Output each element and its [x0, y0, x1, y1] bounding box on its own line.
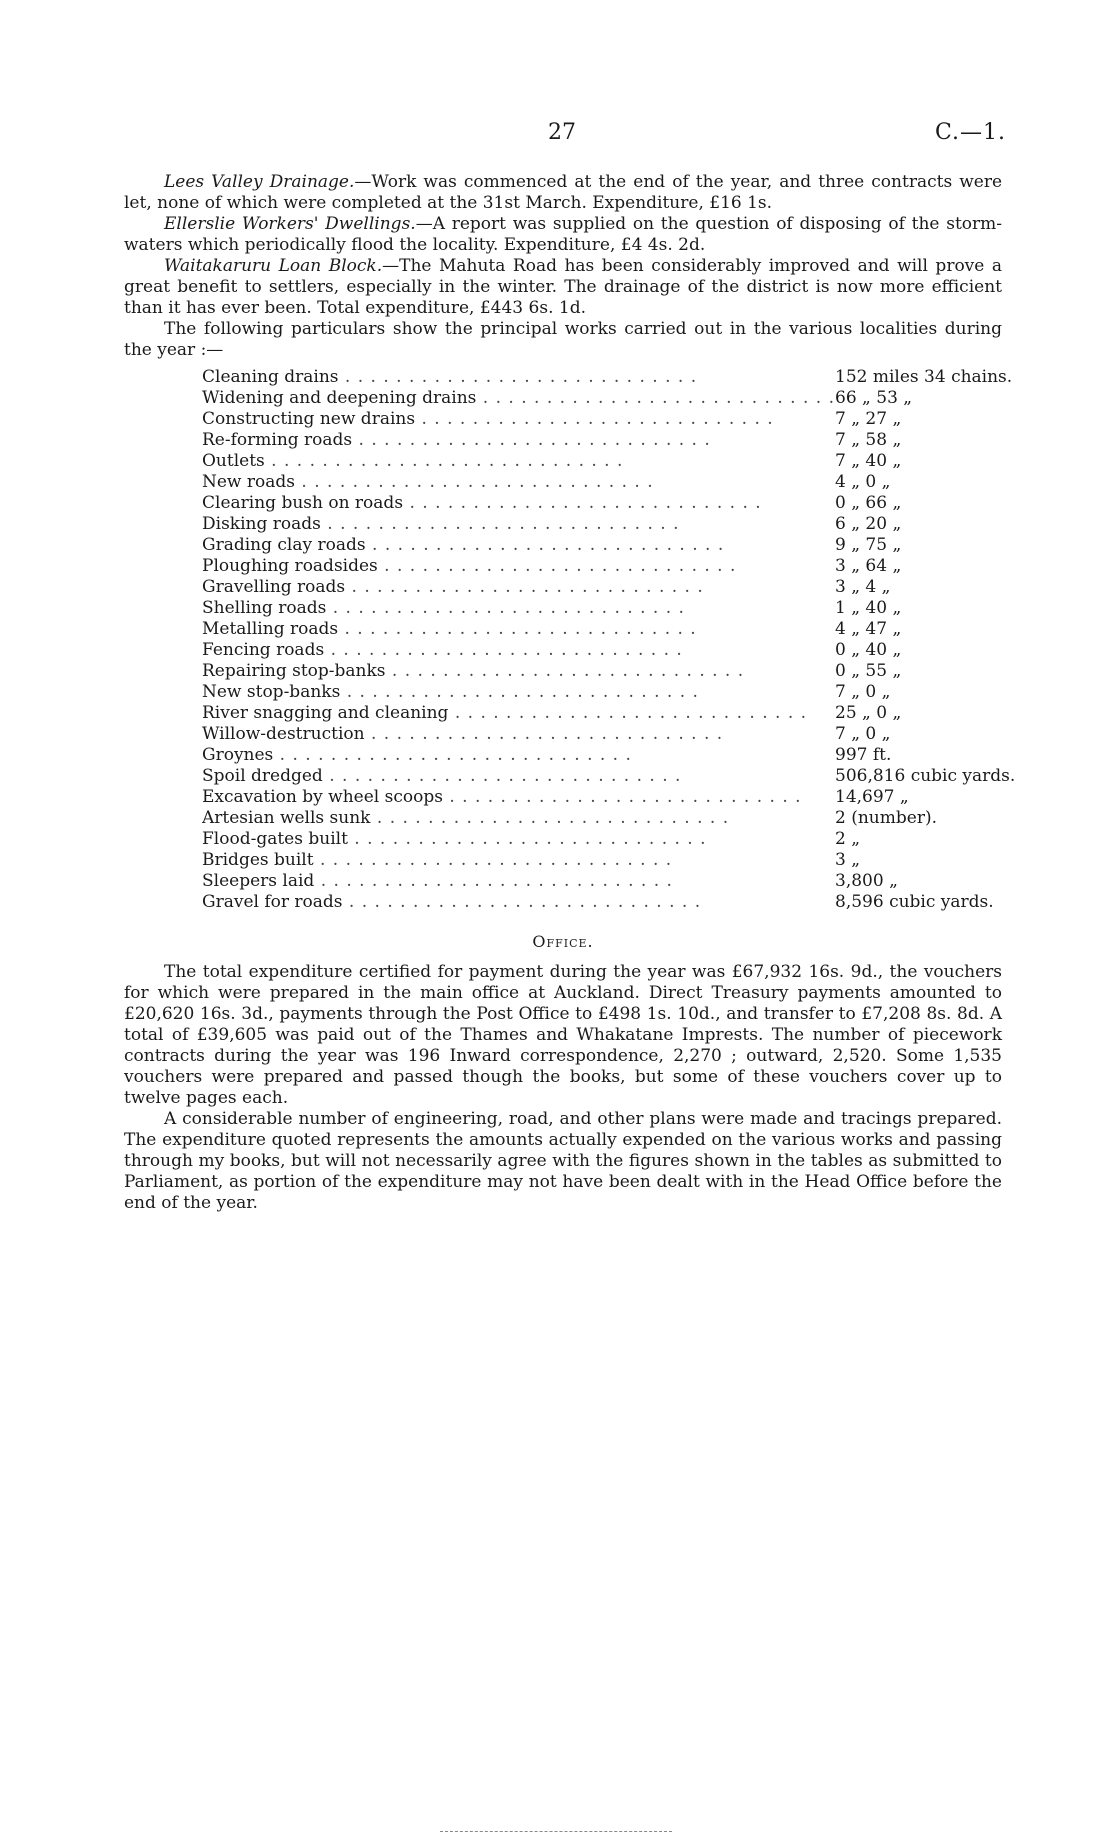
work-item-cell — [202, 514, 835, 535]
table-row — [202, 577, 1015, 598]
work-quantity: 3 „ 4 „ — [835, 577, 891, 597]
paragraph-title: Ellerslie Workers' Dwellings. — [164, 214, 416, 234]
work-item: Fencing roads — [202, 640, 325, 660]
leader-dots: . . . . . . . . . . . . . . . . . . . . . . . . . . . . — [448, 703, 808, 723]
table-row — [202, 451, 1015, 472]
table-row — [202, 850, 1015, 871]
table-row — [202, 766, 1015, 787]
work-item: Widening and deepening drains — [202, 388, 477, 408]
leader-dots: . . . . . . . . . . . . . . . . . . . . . . . . . . . . — [476, 388, 835, 408]
table-row — [202, 430, 1015, 451]
page-number: 27 — [548, 120, 576, 145]
work-item: Outlets — [202, 451, 265, 471]
paragraph-title: Waitakaruru Loan Block. — [164, 256, 383, 276]
work-item: River snagging and cleaning — [202, 703, 449, 723]
table-row — [202, 829, 1015, 850]
work-item-cell — [202, 472, 835, 493]
work-item: Grading clay roads — [202, 535, 366, 555]
leader-dots: . . . . . . . . . . . . . . . . . . . . . . . . . . . . — [403, 493, 762, 513]
leader-dots: . . . . . . . . . . . . . . . . . . . . . . . . . . . . — [314, 871, 673, 891]
leader-dots: . . . . . . . . . . . . . . . . . . . . . . . . . . . . — [338, 367, 698, 387]
leader-dots: . . . . . . . . . . . . . . . . . . . . . . . . . . . . — [295, 472, 654, 492]
leader-dots: . . . . . . . . . . . . . . . . . . . . . . . . . . . . — [370, 808, 730, 828]
table-row — [202, 745, 1015, 766]
work-quantity: 152 miles 34 chains. — [835, 367, 1013, 387]
work-item-cell — [202, 871, 835, 892]
work-item-cell — [202, 892, 835, 913]
work-quantity: 25 „ 0 „ — [835, 703, 902, 723]
table-row — [202, 514, 1015, 535]
work-item-cell — [202, 766, 835, 787]
leader-dots: . . . . . . . . . . . . . . . . . . . . . . . . . . . . — [338, 619, 697, 639]
work-item: Re-forming roads — [202, 430, 353, 450]
table-row — [202, 367, 1015, 388]
work-item-cell — [202, 577, 835, 598]
work-quantity: 3,800 „ — [835, 871, 898, 891]
work-item: Cleaning drains — [202, 367, 339, 387]
office-heading: Office. — [532, 932, 594, 951]
work-item-cell — [202, 682, 835, 703]
office-paragraph: A considerable number of engineering, road, and other plans were made and tracings prepared. The expenditure quoted represents the amounts actually expended on the various works and passing through my books, but will not necessarily agree with the figures shown in the tables as submitted to Parliament, as portion of the expenditure may not have been dealt with in the Head Office before the end of the year. — [124, 1109, 1002, 1213]
paragraph-text: —The Mahuta Road has been considerably improved and will prove a great benefit to settlers, especially in the winter. The drainage of the district is now more efficient than it has ever been. Total expenditure, £443 6s. 1d. — [124, 256, 1002, 318]
work-quantity: 0 „ 66 „ — [835, 493, 902, 513]
work-quantity: 66 „ 53 „ — [835, 388, 913, 408]
leader-dots: . . . . . . . . . . . . . . . . . . . . . . . . . . . . — [347, 829, 707, 849]
table-row — [202, 871, 1015, 892]
table-row — [202, 556, 1015, 577]
table-row — [202, 598, 1015, 619]
work-item-cell — [202, 556, 835, 577]
work-quantity: 1 „ 40 „ — [835, 598, 902, 618]
work-quantity: 2 „ — [835, 829, 861, 849]
work-item: Groynes — [202, 745, 274, 765]
work-quantity: 2 (number). — [835, 808, 937, 828]
leader-dots: . . . . . . . . . . . . . . . . . . . . . . . . . . . . — [313, 850, 673, 870]
paragraph-lees-valley — [124, 172, 1002, 214]
table-row — [202, 472, 1015, 493]
table-row — [202, 892, 1015, 913]
work-item-cell — [202, 493, 835, 514]
work-quantity: 4 „ 0 „ — [835, 472, 891, 492]
table-row — [202, 388, 1015, 409]
work-item: Sleepers laid — [202, 871, 315, 891]
table-row — [202, 619, 1015, 640]
leader-dots: . . . . . . . . . . . . . . . . . . . . . . . . . . . . — [320, 514, 680, 534]
work-quantity: 7 „ 58 „ — [835, 430, 902, 450]
leader-dots: . . . . . . . . . . . . . . . . . . . . . . . . . . . . — [365, 535, 725, 555]
work-item: Clearing bush on roads — [202, 493, 404, 513]
work-item-cell — [202, 640, 835, 661]
leader-dots: . . . . . . . . . . . . . . . . . . . . . . . . . . . . — [340, 682, 699, 702]
work-quantity: 3 „ 64 „ — [835, 556, 902, 576]
table-row — [202, 808, 1015, 829]
leader-dots: . . . . . . . . . . . . . . . . . . . . . . . . . . . . — [345, 577, 704, 597]
work-item: Bridges built — [202, 850, 314, 870]
work-item: Metalling roads — [202, 619, 339, 639]
work-item: Excavation by wheel scoops — [202, 787, 443, 807]
leader-dots: . . . . . . . . . . . . . . . . . . . . . . . . . . . . — [364, 724, 724, 744]
leader-dots: . . . . . . . . . . . . . . . . . . . . . . . . . . . . — [342, 892, 702, 912]
work-item: Repairing stop-banks — [202, 661, 386, 681]
work-quantity: 6 „ 20 „ — [835, 514, 902, 534]
work-quantity: 997 ft. — [835, 745, 892, 765]
leader-dots: . . . . . . . . . . . . . . . . . . . . . . . . . . . . — [273, 745, 632, 765]
work-item-cell — [202, 703, 835, 724]
work-item-cell — [202, 661, 835, 682]
work-quantity: 4 „ 47 „ — [835, 619, 902, 639]
paragraph-text: —A report was supplied on the question of disposing of the storm-waters which periodically flood the locality. Expenditure, £4 4s. 2d. — [124, 214, 1002, 255]
work-item: Disking roads — [202, 514, 321, 534]
work-item-cell — [202, 850, 835, 871]
work-item: Artesian wells sunk — [202, 808, 371, 828]
table-row — [202, 661, 1015, 682]
table-row — [202, 724, 1015, 745]
leader-dots: . . . . . . . . . . . . . . . . . . . . . . . . . . . . — [324, 640, 683, 660]
work-quantity: 7 „ 27 „ — [835, 409, 902, 429]
leader-dots: . . . . . . . . . . . . . . . . . . . . . . . . . . . . — [326, 598, 685, 618]
work-quantity: 0 „ 40 „ — [835, 640, 902, 660]
leader-dots: . . . . . . . . . . . . . . . . . . . . . . . . . . . . — [352, 430, 711, 450]
paragraph-waitakaruru — [124, 256, 1002, 319]
work-item-cell — [202, 808, 835, 829]
work-item: Shelling roads — [202, 598, 327, 618]
work-item: Ploughing roadsides — [202, 556, 378, 576]
work-item-cell — [202, 787, 835, 808]
work-quantity: 3 „ — [835, 850, 861, 870]
table-row — [202, 640, 1015, 661]
work-quantity: 14,697 „ — [835, 787, 909, 807]
work-item: Constructing new drains — [202, 409, 416, 429]
leader-dots: . . . . . . . . . . . . . . . . . . . . . . . . . . . . — [264, 451, 624, 471]
work-item-cell — [202, 829, 835, 850]
work-quantity: 7 „ 0 „ — [835, 682, 891, 702]
paragraph-ellerslie — [124, 214, 1002, 256]
work-quantity: 506,816 cubic yards. — [835, 766, 1016, 786]
paragraph-title: Lees Valley Drainage. — [164, 172, 355, 192]
work-item-cell — [202, 598, 835, 619]
page-reference: C.—1. — [934, 120, 1006, 145]
particulars-intro: The following particulars show the principal works carried out in the various localities during the year :— — [124, 319, 1002, 360]
table-row — [202, 703, 1015, 724]
work-item: New roads — [202, 472, 295, 492]
table-row — [202, 409, 1015, 430]
works-table — [202, 367, 1015, 913]
work-item-cell — [202, 430, 835, 451]
table-row — [202, 493, 1015, 514]
end-rule — [440, 1831, 672, 1832]
work-quantity: 9 „ 75 „ — [835, 535, 902, 555]
work-item-cell — [202, 451, 835, 472]
table-row — [202, 787, 1015, 808]
work-item: New stop-banks — [202, 682, 341, 702]
work-quantity: 7 „ 0 „ — [835, 724, 891, 744]
work-item: Gravel for roads — [202, 892, 343, 912]
leader-dots: . . . . . . . . . . . . . . . . . . . . . . . . . . . . — [377, 556, 737, 576]
work-item: Willow-destruction — [202, 724, 365, 744]
leader-dots: . . . . . . . . . . . . . . . . . . . . . . . . . . . . — [442, 787, 802, 807]
table-row — [202, 682, 1015, 703]
work-item: Spoil dredged — [202, 766, 323, 786]
paragraph-text: —Work was commenced at the end of the year, and three contracts were let, none of which were completed at the 31st March. Expenditure, £16 1s. — [124, 172, 1003, 213]
work-item: Gravelling roads — [202, 577, 346, 597]
work-item-cell — [202, 745, 835, 766]
work-item-cell — [202, 724, 835, 745]
leader-dots: . . . . . . . . . . . . . . . . . . . . . . . . . . . . — [415, 409, 774, 429]
work-item-cell — [202, 388, 835, 409]
leader-dots: . . . . . . . . . . . . . . . . . . . . . . . . . . . . — [385, 661, 745, 681]
work-item-cell — [202, 409, 835, 430]
leader-dots: . . . . . . . . . . . . . . . . . . . . . . . . . . . . — [322, 766, 682, 786]
work-item-cell — [202, 619, 835, 640]
work-quantity: 8,596 cubic yards. — [835, 892, 994, 912]
work-quantity: 7 „ 40 „ — [835, 451, 902, 471]
work-item: Flood-gates built — [202, 829, 348, 849]
table-row — [202, 535, 1015, 556]
work-quantity: 0 „ 55 „ — [835, 661, 902, 681]
work-item-cell — [202, 367, 835, 388]
office-paragraph: The total expenditure certified for payment during the year was £67,932 16s. 9d., the vouchers for which were prepared in the main office at Auckland. Direct Treasury payments amounted to £20,620 16s. 3d., payments through the Post Office to £498 1s. 10d., and transfer to £7,208 8s. 8d. A total of £39,605 was paid out of the Thames and Whakatane Imprests. The number of piecework contracts during the year was 196 Inward correspondence, 2,270 ; outward, 2,520. Some 1,535 vouchers were prepared and passed though the books, but some of these vouchers cover up to twelve pages each. — [124, 962, 1002, 1108]
work-item-cell — [202, 535, 835, 556]
document-body — [124, 172, 1016, 1214]
